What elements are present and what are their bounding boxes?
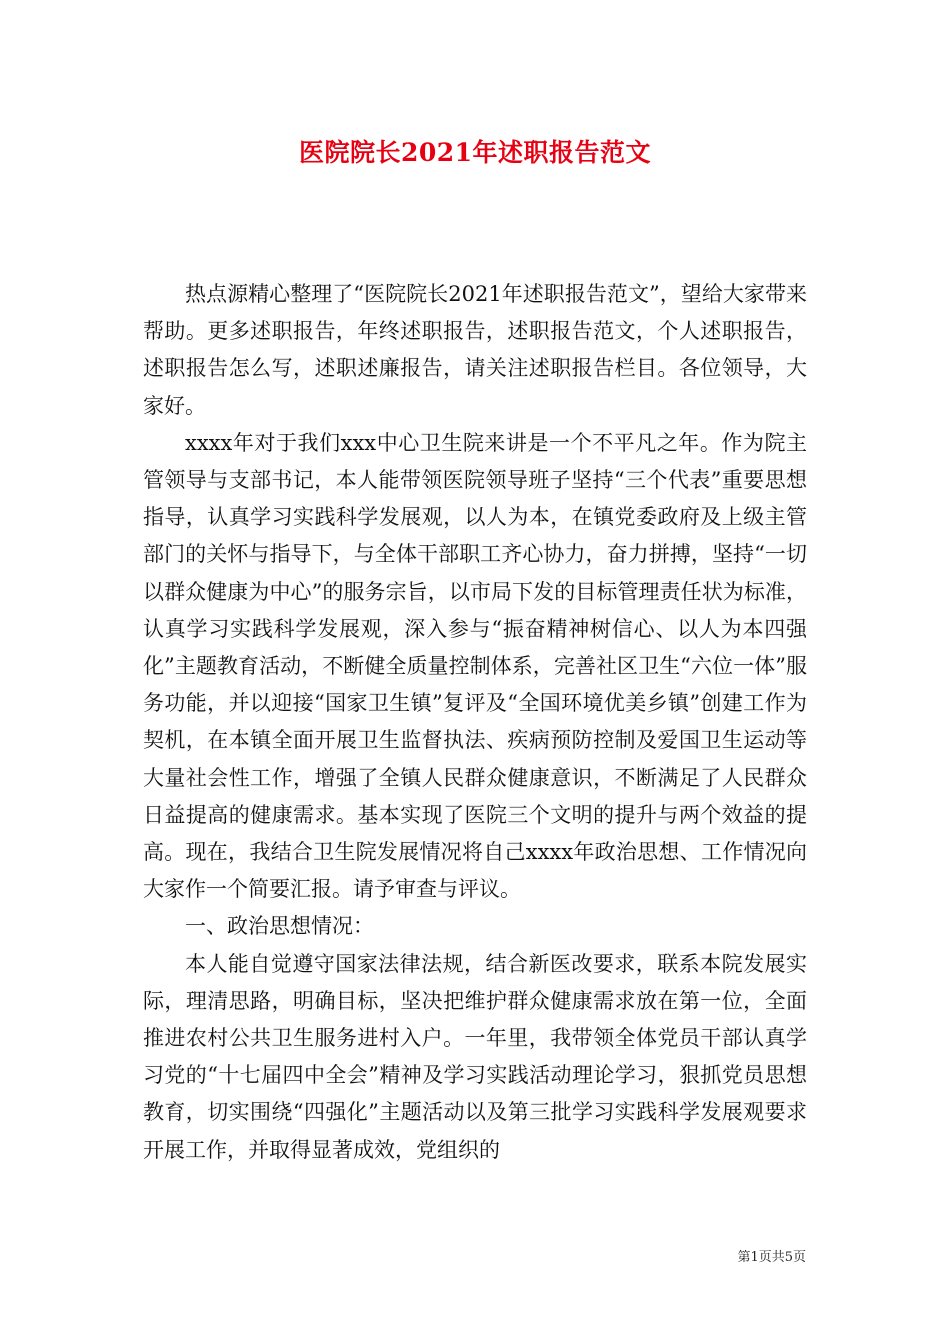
political-paragraph: 本人能自觉遵守国家法律法规，结合新医改要求，联系本院发展实际，理清思路，明确目标，坚决把维护群众健康需求放在第一位，全面推进农村公共卫生服务进村入户。一年里，我带领全体党员干部认真学习党的“十七届四中全会”精神及学习实践活动理论学习，狠抓党员思想教育，切实围绕“四强化”主题活动以及第三批学习实践科学发展观要求开展工作，并取得显著成效，党组织的 (143, 951, 807, 1162)
document-title: 医院院长2021年述职报告范文 (298, 138, 652, 167)
section-heading: 一、政治思想情况： (185, 914, 374, 939)
intro-paragraph: 热点源精心整理了“医院院长2021年述职报告范文”，望给大家带来帮助。更多述职报告，年终述职报告，述职报告范文，个人述职报告，述职报告怎么写，述职述廉报告，请关注述职报告栏目。各位领导，大家好。 (143, 282, 807, 418)
summary-paragraph: xxxx年对于我们xxx中心卫生院来讲是一个不平凡之年。作为院主管领导与支部书记，本人能带领医院领导班子坚持“三个代表”重要思想指导，认真学习实践科学发展观，以人为本，在镇党委政府及上级主管部门的关怀与指导下，与全体干部职工齐心协力，奋力拼搏，坚持“一切以群众健康为中心”的服务宗旨，以市局下发的目标管理责任状为标准，认真学习实践科学发展观，深入参与“振奋精神树信心、以人为本四强化”主题教育活动，不断健全质量控制体系，完善社区卫生“六位一体”服务功能，并以迎接“国家卫生镇”复评及“全国环境优美乡镇”创建工作为契机，在本镇全面开展卫生监督执法、疾病预防控制及爱国卫生运动等大量社会性工作，增强了全镇人民群众健康意识，不断满足了人民群众日益提高的健康需求。基本实现了医院三个文明的提升与两个效益的提高。现在，我结合卫生院发展情况将自己xxxx年政治思想、工作情况向大家作一个简要汇报。请予审查与评议。 (143, 430, 807, 902)
page-footer: 第1页共5页 (737, 1250, 806, 1265)
document-body (143, 276, 807, 1169)
